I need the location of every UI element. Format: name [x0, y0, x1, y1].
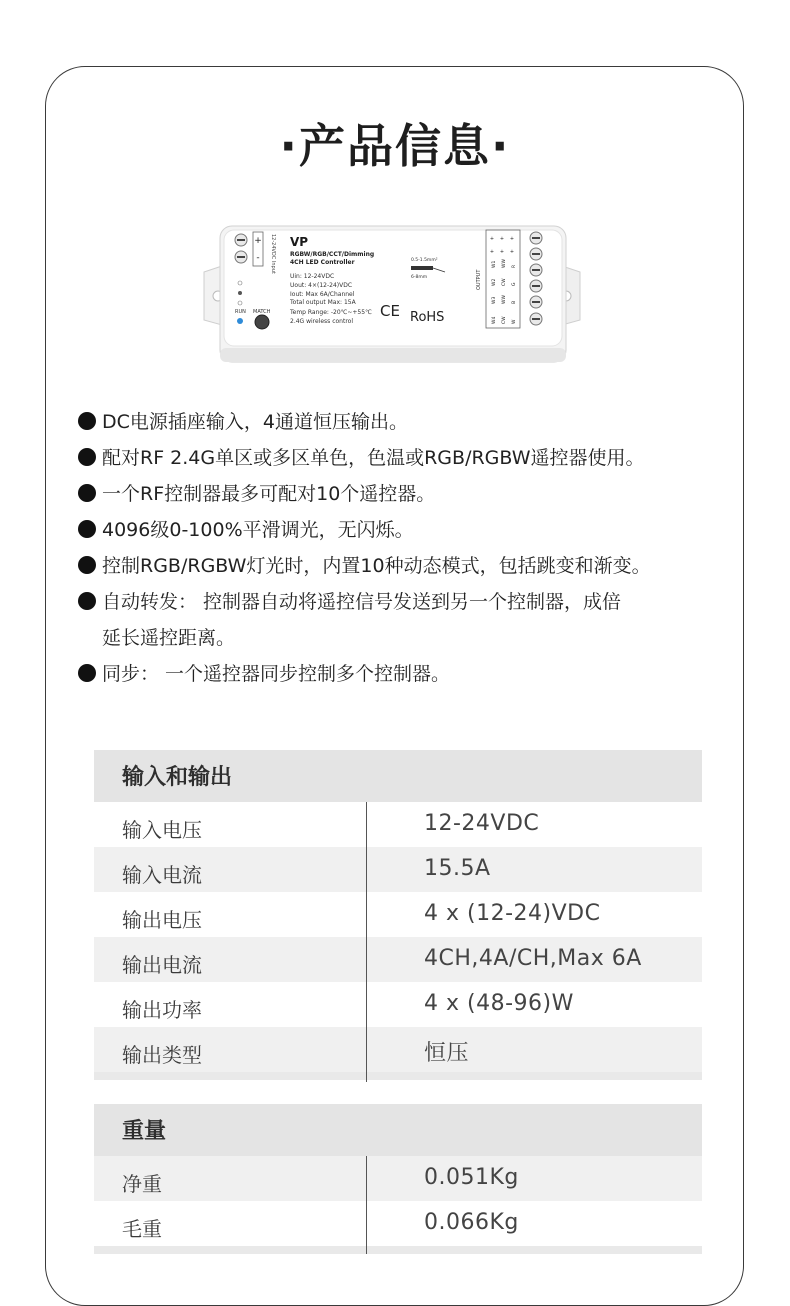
svg-text:WW: WW — [502, 295, 507, 304]
svg-text:Iout: Max 6A/Channel: Iout: Max 6A/Channel — [290, 291, 355, 298]
list-item: 同步： 一个遥控器同步控制多个控制器。 — [78, 656, 738, 692]
svg-text:Total output Max: 15A: Total output Max: 15A — [290, 299, 356, 306]
svg-text:B: B — [512, 300, 517, 304]
io-spec-table — [94, 750, 702, 1080]
table-header: 重量 — [94, 1104, 702, 1156]
table-footer-bar — [94, 1072, 702, 1080]
svg-text:+: + — [509, 236, 515, 242]
list-item: 配对RF 2.4G单区或多区单色，色温或RGB/RGBW遥控器使用。 — [78, 440, 738, 476]
bullet-dot-icon — [78, 520, 96, 538]
svg-text:2.4G wireless control: 2.4G wireless control — [290, 318, 354, 325]
svg-text:RGBW/RGB/CCT/Dimming: RGBW/RGB/CCT/Dimming — [290, 251, 375, 258]
weight-spec-table — [94, 1104, 702, 1254]
svg-text:W: W — [512, 319, 517, 324]
list-item: 控制RGB/RGBW灯光时，内置10种动态模式，包括跳变和渐变。 — [78, 548, 738, 584]
svg-text:W2: W2 — [492, 278, 497, 286]
table-row: 输入电压 12-24VDC — [122, 811, 540, 842]
svg-text:Uout: 4×(12-24)VDC: Uout: 4×(12-24)VDC — [290, 282, 353, 289]
bullet-dot-icon — [78, 484, 96, 502]
svg-text:W3: W3 — [492, 296, 497, 304]
svg-text:+: + — [489, 249, 495, 255]
feature-list — [78, 404, 738, 692]
svg-text:Temp Range: -20℃~+55℃: Temp Range: -20℃~+55℃ — [290, 309, 372, 316]
svg-text:CE: CE — [380, 302, 400, 320]
svg-text:RUN: RUN — [235, 309, 246, 315]
list-item: 一个RF控制器最多可配对10个遥控器。 — [78, 476, 738, 512]
svg-text:OUTPUT: OUTPUT — [476, 269, 482, 290]
svg-text:Uin: 12-24VDC: Uin: 12-24VDC — [290, 273, 335, 280]
svg-text:CW: CW — [502, 316, 507, 324]
svg-text:4CH LED Controller: 4CH LED Controller — [290, 259, 355, 266]
list-item: 4096级0-100%平滑调光，无闪烁。 — [78, 512, 738, 548]
svg-text:CW: CW — [502, 278, 507, 286]
bullet-dot-icon — [78, 556, 96, 574]
svg-text:-: - — [256, 253, 260, 263]
bullet-dot-icon — [78, 664, 96, 682]
table-row: 输出电流 4CH,4A/CH,Max 6A — [94, 937, 702, 982]
table-row: 输出电压 4 x (12-24)VDC — [122, 901, 601, 932]
bullet-dot-icon — [78, 592, 96, 610]
svg-text:VP: VP — [290, 235, 309, 249]
svg-text:RoHS: RoHS — [410, 310, 445, 325]
table-row: 毛重 0.066Kg — [122, 1210, 519, 1241]
svg-text:0.5-1.5mm²: 0.5-1.5mm² — [411, 258, 438, 263]
svg-text:+: + — [499, 236, 505, 242]
svg-text:+: + — [499, 249, 505, 255]
svg-text:+: + — [254, 236, 262, 246]
bullet-dot-icon — [78, 448, 96, 466]
page-title: ·产品信息· — [279, 119, 511, 173]
column-divider — [366, 802, 367, 1082]
svg-text:+: + — [489, 236, 495, 242]
table-row: 净重 0.051Kg — [94, 1156, 702, 1201]
svg-text:W4: W4 — [492, 316, 497, 324]
svg-text:G: G — [512, 282, 517, 286]
table-header: 输入和输出 — [94, 750, 702, 802]
column-divider — [366, 1156, 367, 1254]
svg-text:6-8mm: 6-8mm — [411, 275, 428, 280]
svg-text:12-24VDC Input: 12-24VDC Input — [270, 234, 276, 274]
list-item-continuation: 延长遥控距离。 — [102, 627, 236, 649]
list-item: 自动转发： 控制器自动将遥控信号发送到另一个控制器，成倍 — [78, 584, 738, 620]
svg-text:+: + — [509, 249, 515, 255]
svg-text:W1: W1 — [492, 260, 497, 268]
table-row: 输出类型 恒压 — [94, 1027, 702, 1072]
bullet-dot-icon — [78, 412, 96, 430]
controller-device-image — [200, 220, 584, 370]
table-row: 输入电流 15.5A — [94, 847, 702, 892]
table-footer-bar — [94, 1246, 702, 1254]
table-row: 输出功率 4 x (48-96)W — [122, 991, 574, 1022]
list-item: DC电源插座输入，4通道恒压输出。 — [78, 404, 738, 440]
svg-text:MATCH: MATCH — [253, 309, 271, 315]
svg-text:WW: WW — [502, 259, 507, 268]
svg-text:R: R — [512, 264, 517, 268]
